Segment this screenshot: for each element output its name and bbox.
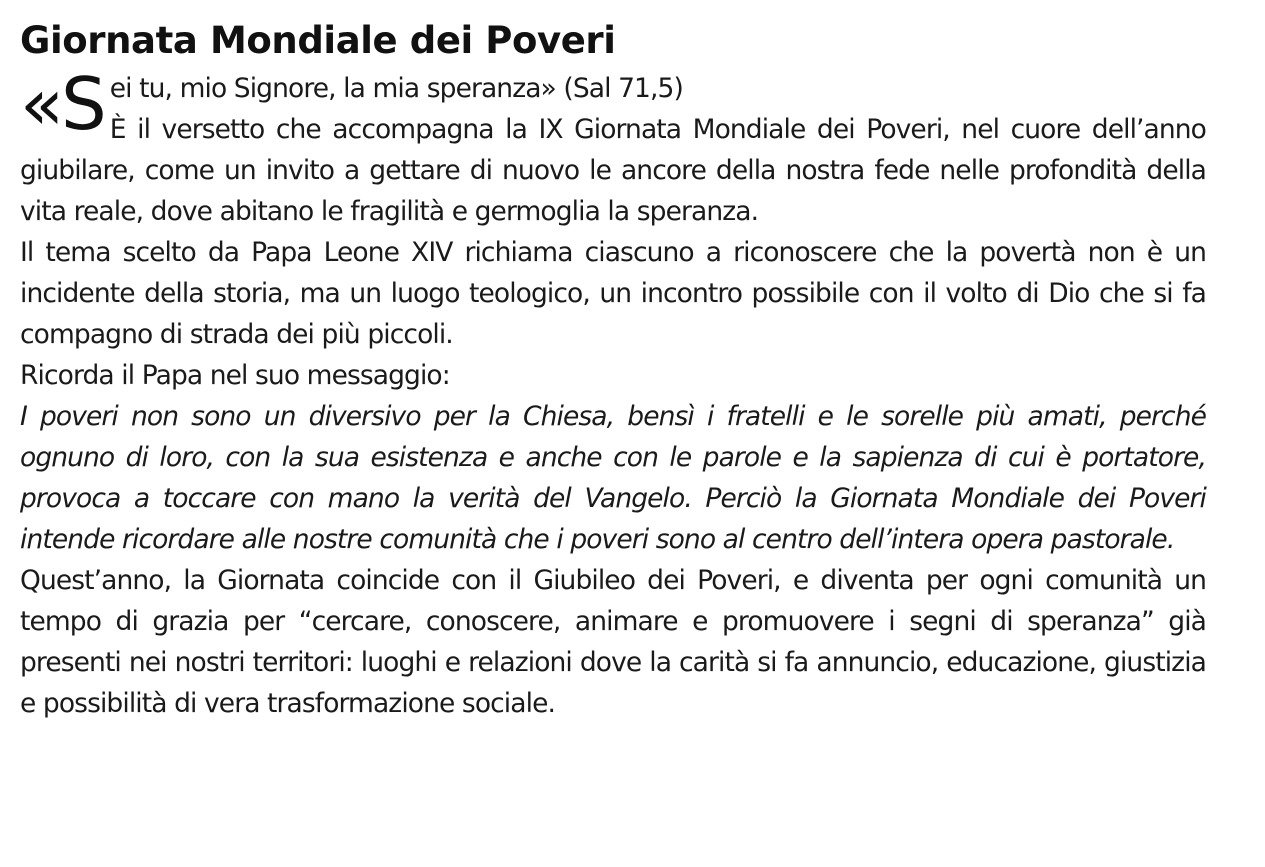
page-title: Giornata Mondiale dei Poveri <box>20 19 616 62</box>
intro-text: È il versetto che accompagna la IX Giornata Mondiale dei Poveri, nel cuore dell’anno giubilare, come un invito a gettare di nuovo le ancore della nostra fede nelle profondità della vita reale, dove abitano le fragilità e germoglia la speranza. <box>20 114 1206 227</box>
pope-quote: I poveri non sono un diversivo per la Chiesa, bensì i fratelli e le sorelle più amati, perché ognuno di loro, con la sua esistenza e anche con le parole e la sapienza di cui è portatore, provoca a toccare con mano la verità del Vangelo. Perciò la Giornata Mondiale dei Poveri intende ricordare alle nostre comunità che i poveri sono al centro dell’intera opera pastorale. <box>20 401 1206 555</box>
paragraph-theme: Il tema scelto da Papa Leone XIV richiama ciascuno a riconoscere che la povertà non è un incidente della storia, ma un luogo teologico, un incontro possibile con il volto di Dio che si fa compagno di strada dei più piccoli. <box>20 237 1206 350</box>
intro-paragraph <box>20 62 1206 232</box>
article-body <box>20 62 1206 724</box>
paragraph-intro-quote: Ricorda il Papa nel suo messaggio: <box>20 360 450 391</box>
drop-cap: «S <box>20 62 104 146</box>
document-page <box>20 14 1206 724</box>
paragraph-jubilee: Quest’anno, la Giornata coincide con il Giubileo dei Poveri, e diventa per ogni comunità un tempo di grazia per “cercare, conoscere, animare e promuovere i segni di speranza” già presenti nei nostri territori: luoghi e relazioni dove la carità si fa annuncio, educazione, giustizia e possibilità di vera trasformazione sociale. <box>20 565 1206 719</box>
intro-first-line: ei tu, mio Signore, la mia speranza» (Sal 71,5) <box>109 73 683 104</box>
